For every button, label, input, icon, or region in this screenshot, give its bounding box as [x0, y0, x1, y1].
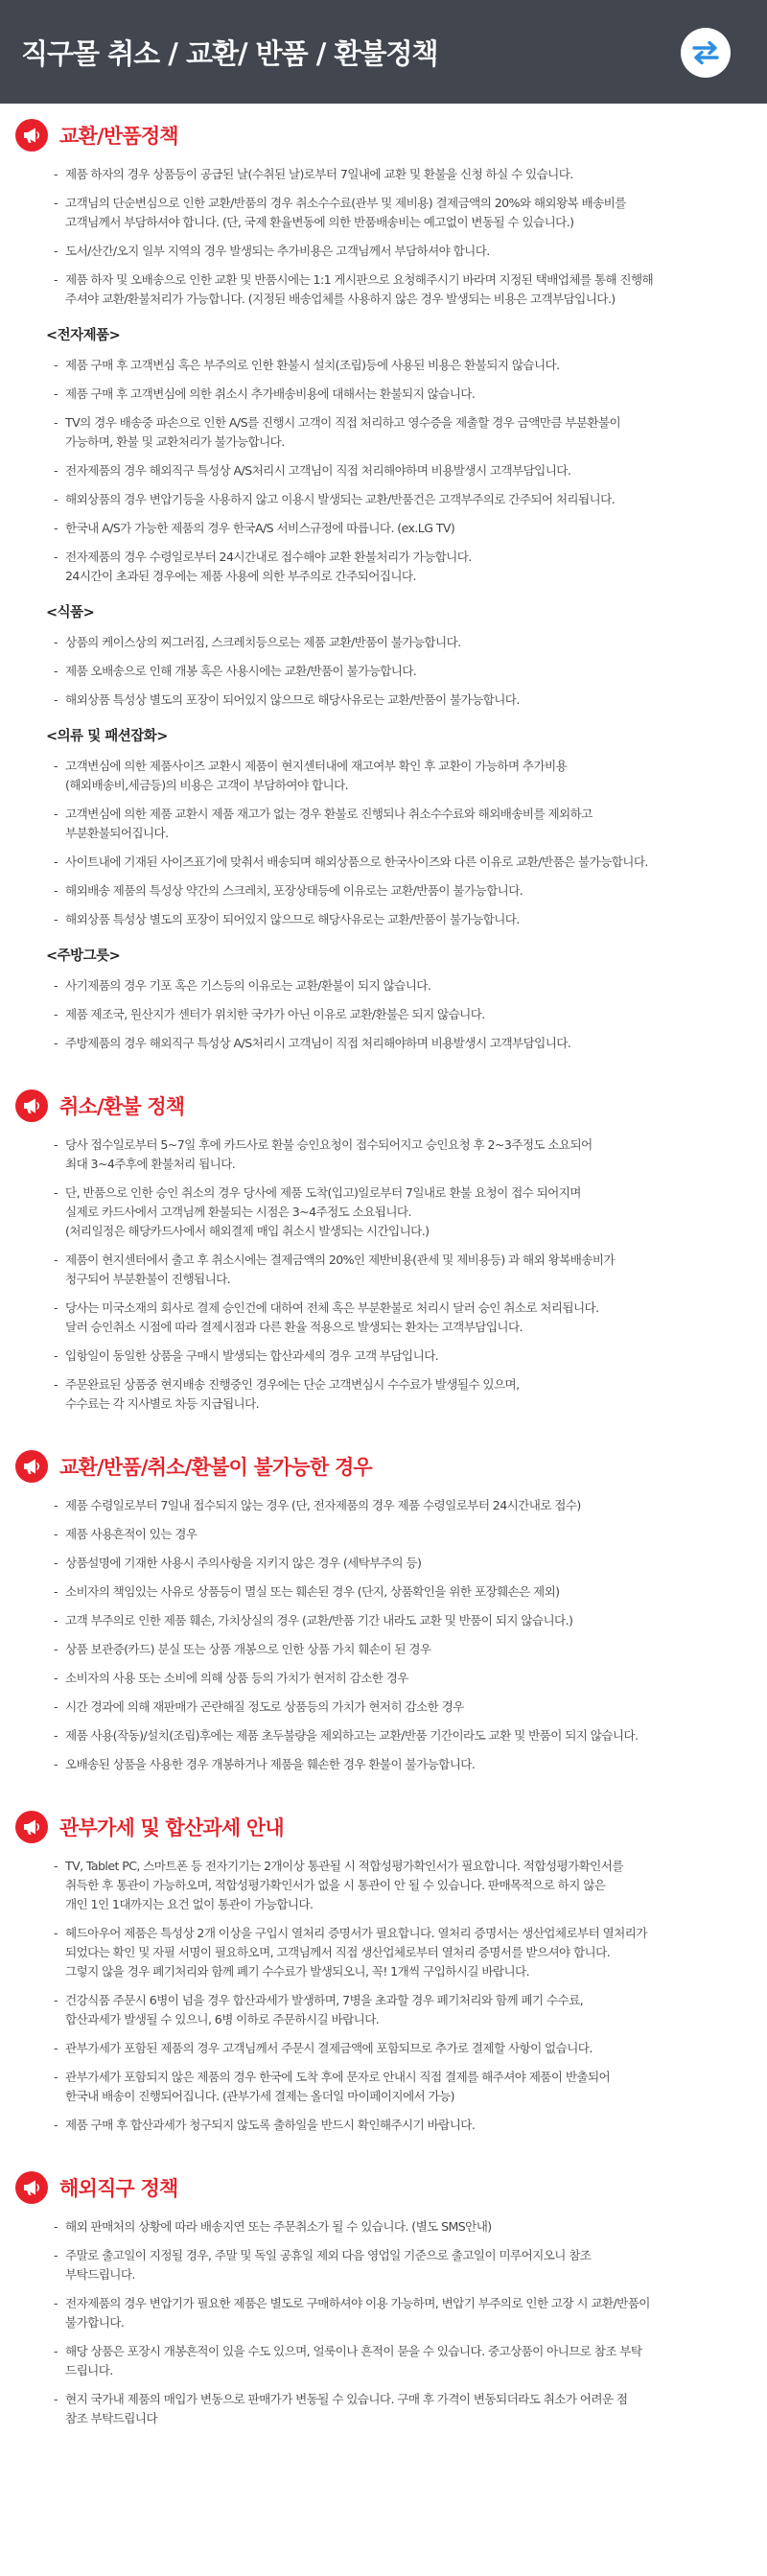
policy-item: - 고객 부주의로 인한 제품 훼손, 가치상실의 경우 (교환/반품 기간 내라도 교환 및 반품이 되지 않습니다.)	[54, 1611, 746, 1630]
subsection-title: <전자제품>	[46, 328, 121, 343]
policy-item: - 시간 경과에 의해 재판매가 곤란해질 정도로 상품등의 가치가 현저히 감소한 경우	[54, 1698, 746, 1717]
policy-item: - 주문완료된 상품중 현지배송 진행중인 경우에는 단순 고객변심시 수수료가 발생될수 있으며, 수수료는 각 지사별로 차등 지급됩니다.	[54, 1375, 746, 1414]
section-title: 해외직구 정책	[59, 2177, 178, 2200]
policy-item: - 제품 구매 후 합산과세가 청구되지 않도록 출하일을 반드시 확인해주시기 바랍니다.	[54, 2116, 746, 2135]
policy-item: - 해외상품의 경우 변압기등을 사용하지 않고 이용시 발생되는 교환/반품건은 고객부주의로 간주되어 처리됩니다.	[54, 490, 746, 509]
policy-item: - 당사 접수일로부터 5~7일 후에 카드사로 환불 승인요청이 접수되어지고 승인요청 후 2~3주정도 소요되어 최대 3~4주후에 환불처리 됩니다.	[54, 1136, 746, 1174]
policy-item: - 당사는 미국소재의 회사로 결제 승인건에 대하여 전체 혹은 부분환불로 처리시 달러 승인 취소로 처리됩니다. 달러 승인취소 시점에 따라 결제시점과 다른 환율 적용으로 발생되는 환차는 고객부담입니다.	[54, 1299, 746, 1337]
policy-item: - 제품 사용(작동)/설치(조립)후에는 제품 초두불량을 제외하고는 교환/반품 기간이라도 교환 및 반품이 되지 않습니다.	[54, 1726, 746, 1745]
megaphone-icon	[15, 1089, 48, 1122]
policy-list	[10, 165, 746, 309]
policy-item: - 해외상품 특성상 별도의 포장이 되어있지 않으므로 해당사유로는 교환/반품이 불가능합니다.	[54, 910, 746, 929]
policy-list	[10, 757, 746, 929]
policy-item: - 제품 구매 후 고객변심에 의한 취소시 추가배송비용에 대해서는 환불되지 않습니다.	[54, 385, 746, 404]
policy-item: - 사이트내에 기재된 사이즈표기에 맞춰서 배송되며 해외상품으로 한국사이즈와 다른 이유로 교환/반품은 불가능합니다.	[54, 853, 746, 872]
subsection-title: <주방그릇>	[46, 948, 121, 964]
policy-item: - 제품이 현지센터에서 출고 후 취소시에는 결제금액의 20%인 제반비용(관세 및 제비용등) 과 해외 왕복배송비가 청구되어 부분환불이 진행됩니다.	[54, 1251, 746, 1289]
policy-item: - 도서/산간/오지 일부 지역의 경우 발생되는 추가비용은 고객님께서 부담하셔야 합니다.	[54, 242, 746, 261]
policy-list	[10, 1496, 746, 1774]
section-title: 교환/반품/취소/환불이 불가능한 경우	[59, 1456, 372, 1479]
policy-item: - 해당 상품은 포장시 개봉흔적이 있을 수도 있으며, 얼룩이나 흔적이 묻을 수 있습니다. 중고상품이 아니므로 참조 부탁 드립니다.	[54, 2342, 746, 2380]
policy-item: - 사기제품의 경우 기포 혹은 기스등의 이유로는 교환/환불이 되지 않습니다.	[54, 976, 746, 995]
policy-list	[10, 633, 746, 710]
policy-item: - 관부가세가 포함된 제품의 경우 고객님께서 주문시 결제금액에 포함되므로 추가로 결제할 사항이 없습니다.	[54, 2039, 746, 2058]
policy-item: - TV, Tablet PC, 스마트폰 등 전자기기는 2개이상 통관될 시 적합성평가확인서가 필요합니다. 적합성평가확인서를 취득한 후 통관이 가능하오며, 적합성평가확인서가 없을 시 통관이 안 될 수 있습니다. 판매목적으로 하지 않은 개인 1인 1대까지는 요건 없이 통관이 가능합니다.	[54, 1857, 746, 1914]
section-header	[10, 1811, 746, 1843]
policy-item: - 전자제품의 경우 해외직구 특성상 A/S처리시 고객님이 직접 처리해야하며 비용발생시 고객부담입니다.	[54, 461, 746, 480]
policy-item: - 헤드아우어 제품은 특성상 2개 이상을 구입시 열처리 증명서가 필요합니다. 열처리 증명서는 생산업체로부터 열처리가 되었다는 확인 및 자필 서명이 필요하오며, 고객님께서 직접 생산업체로부터 열처리 증명서를 받으셔야 합니다. 그렇지 않을 경우 폐기처리와 함께 폐기 수수료가 발생되오니, 꼭! 1개씩 구입하시길 바랍니다.	[54, 1924, 746, 1981]
policy-item: - 해외 판매처의 상황에 따라 배송지연 또는 주문취소가 될 수 있습니다. (별도 SMS안내)	[54, 2217, 746, 2236]
policy-item: - 전자제품의 경우 변압기가 필요한 제품은 별도로 구매하셔야 이용 가능하며, 변압기 부주의로 인한 고장 시 교환/반품이 불가합니다.	[54, 2294, 746, 2332]
swap-arrows-icon	[681, 28, 731, 78]
section-title: 관부가세 및 합산과세 안내	[59, 1816, 284, 1839]
policy-list	[10, 2217, 746, 2428]
policy-list	[10, 1857, 746, 2135]
page-title: 직구몰 취소 / 교환/ 반품 / 환불정책	[21, 36, 438, 70]
policy-item: - 제품 하자 및 오배송으로 인한 교환 및 반품시에는 1:1 게시판으로 요청해주시기 바라며 지정된 택배업체를 통해 진행해 주셔야 교환/환불처리가 가능합니다. (지정된 배송업체를 사용하지 않은 경우 발생되는 비용은 고객부담입니다.)	[54, 270, 746, 309]
policy-item: - 단, 반품으로 인한 승인 취소의 경우 당사에 제품 도착(입고)일로부터 7일내로 환불 요청이 접수 되어지며 실제로 카드사에서 고객님께 환불되는 시점은 3~4주정도 소요됩니다. (처리일정은 해당카드사에서 해외결제 매입 취소시 발생되는 시간입니다.)	[54, 1183, 746, 1241]
policy-item: - 제품 하자의 경우 상품등이 공급된 날(수취된 날)로부터 7일내에 교환 및 환불을 신청 하실 수 있습니다.	[54, 165, 746, 184]
policy-list	[10, 356, 746, 586]
megaphone-icon	[15, 119, 48, 152]
megaphone-icon	[15, 1811, 48, 1843]
header-banner	[0, 0, 767, 104]
policy-content	[0, 119, 767, 2457]
section-header	[10, 2171, 746, 2204]
megaphone-icon	[15, 2171, 48, 2204]
policy-item: - 주방제품의 경우 해외직구 특성상 A/S처리시 고객님이 직접 처리해야하며 비용발생시 고객부담입니다.	[54, 1034, 746, 1053]
policy-item: - 오배송된 상품을 사용한 경우 개봉하거나 제품을 훼손한 경우 환불이 불가능합니다.	[54, 1755, 746, 1774]
policy-item: - 입항일이 동일한 상품을 구매시 발생되는 합산과세의 경우 고객 부담입니다.	[54, 1347, 746, 1366]
policy-item: - 제품 제조국, 원산지가 센터가 위치한 국가가 아닌 이유로 교환/환불은 되지 않습니다.	[54, 1005, 746, 1024]
policy-list	[10, 1136, 746, 1414]
policy-list	[10, 976, 746, 1053]
policy-item: - 전자제품의 경우 수령일로부터 24시간내로 접수해야 교환 환불처리가 가능합니다. 24시간이 초과된 경우에는 제품 사용에 의한 부주의로 간주되어집니다.	[54, 548, 746, 586]
section-title: 교환/반품정책	[59, 125, 178, 148]
section-header	[10, 119, 746, 152]
policy-item: - 해외배송 제품의 특성상 약간의 스크레치, 포장상태등에 이유로는 교환/반품이 불가능합니다.	[54, 881, 746, 901]
policy-item: - 한국내 A/S가 가능한 제품의 경우 한국A/S 서비스규정에 따릅니다. (ex.LG TV)	[54, 519, 746, 538]
policy-item: - 관부가세가 포함되지 않은 제품의 경우 한국에 도착 후에 문자로 안내시 직접 결제를 해주셔야 제품이 반출되어 한국내 배송이 진행되어집니다. (관부가세 결제는 올더일 마이페이지에서 가능)	[54, 2068, 746, 2106]
policy-item: - 소비자의 책임있는 사유로 상품등이 멸실 또는 훼손된 경우 (단지, 상품확인을 위한 포장훼손은 제외)	[54, 1582, 746, 1602]
policy-item: - 주말로 출고일이 지정될 경우, 주말 및 독일 공휴일 제외 다음 영업일 기준으로 출고일이 미루어지오니 참조 부탁드립니다.	[54, 2246, 746, 2284]
section-title: 취소/환불 정책	[59, 1095, 185, 1118]
policy-item: - 제품 사용흔적이 있는 경우	[54, 1525, 746, 1544]
policy-item: - 건강식품 주문시 6병이 넘을 경우 합산과세가 발생하며, 7병을 초과할 경우 폐기처리와 함께 폐기 수수료, 합산과세가 발생될 수 있으니, 6병 이하로 주문하시길 바랍니다.	[54, 1991, 746, 2029]
policy-item: - 상품의 케이스상의 찌그러짐, 스크레치등으로는 제품 교환/반품이 불가능합니다.	[54, 633, 746, 652]
policy-item: - 소비자의 사용 또는 소비에 의해 상품 등의 가치가 현저히 감소한 경우	[54, 1669, 746, 1688]
policy-item: - 제품 수령일로부터 7일내 접수되지 않는 경우 (단, 전자제품의 경우 제품 수령일로부터 24시간내로 접수)	[54, 1496, 746, 1515]
policy-item: - 제품 구매 후 고객변심 혹은 부주의로 인한 환불시 설치(조립)등에 사용된 비용은 환불되지 않습니다.	[54, 356, 746, 375]
policy-item: - 해외상품 특성상 별도의 포장이 되어있지 않으므로 해당사유로는 교환/반품이 불가능합니다.	[54, 691, 746, 710]
megaphone-icon	[15, 1450, 48, 1483]
section-header	[10, 1089, 746, 1122]
policy-item: - 제품 오배송으로 인해 개봉 혹은 사용시에는 교환/반품이 불가능합니다.	[54, 662, 746, 681]
policy-item: - 고객님의 단순변심으로 인한 교환/반품의 경우 취소수수료(관부 및 제비용) 결제금액의 20%와 해외왕복 배송비를 고객님께서 부담하셔야 합니다. (단, 국제 환율변동에 의한 반품배송비는 예고없이 변동될 수 있습니다.)	[54, 194, 746, 232]
policy-item: - 상품설명에 기재한 사용시 주의사항을 지키지 않은 경우 (세탁부주의 등)	[54, 1554, 746, 1573]
section-header	[10, 1450, 746, 1483]
policy-item: - 고객변심에 의한 제품사이즈 교환시 제품이 현지센터내에 재고여부 확인 후 교환이 가능하며 추가비용 (해외배송비,세금등)의 비용은 고객이 부담하여야 합니다.	[54, 757, 746, 795]
subsection-title: <의류 및 패션잡화>	[46, 729, 168, 744]
policy-item: - TV의 경우 배송중 파손으로 인한 A/S를 진행시 고객이 직접 처리하고 영수증을 제출할 경우 금액만큼 부분환불이 가능하며, 환불 및 교환처리가 불가능합니다.	[54, 413, 746, 452]
subsection-title: <식품>	[46, 605, 95, 621]
policy-item: - 현지 국가내 제품의 매입가 변동으로 판매가가 변동될 수 있습니다. 구매 후 가격이 변동되더라도 취소가 어려운 점 참조 부탁드립니다	[54, 2390, 746, 2428]
policy-item: - 상품 보관증(카드) 분실 또는 상품 개봉으로 인한 상품 가치 훼손이 된 경우	[54, 1640, 746, 1659]
policy-item: - 고객변심에 의한 제품 교환시 제품 재고가 없는 경우 환불로 진행되나 취소수수료와 해외배송비를 제외하고 부분환불되어집니다.	[54, 805, 746, 843]
